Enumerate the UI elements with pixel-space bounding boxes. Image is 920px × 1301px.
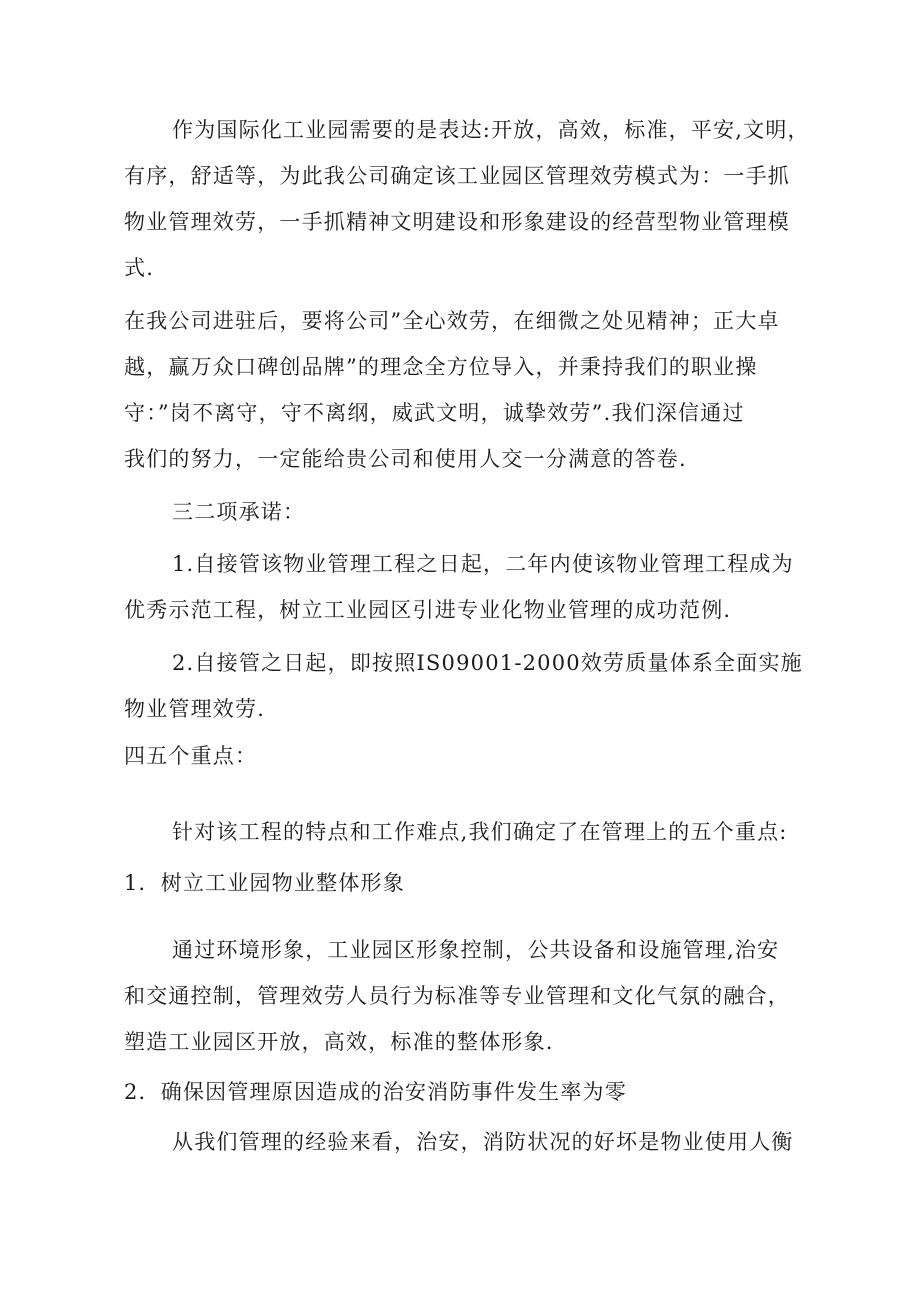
list-item-line: 物业管理效劳. xyxy=(124,697,266,721)
body-text-line: 物业管理效劳，一手抓精神文明建设和形象建设的经营型物业管理模 xyxy=(124,210,790,234)
subheading: 1．树立工业园物业整体形象 xyxy=(124,871,405,895)
section-heading: 三二项承诺： xyxy=(172,500,306,524)
body-text-line: 式. xyxy=(124,256,155,280)
list-item-line: 优秀示范工程，树立工业园区引进专业化物业管理的成功范例. xyxy=(124,598,732,622)
list-item-line: 1.自接管该物业管理工程之日起，二年内使该物业管理工程成为 xyxy=(172,552,794,576)
body-text-line: 和交通控制，管理效劳人员行为标准等专业管理和文化气氛的融合， xyxy=(124,984,790,1008)
body-text-line: 塑造工业园区开放，高效，标准的整体形象. xyxy=(124,1030,554,1054)
body-text-line: 有序，舒适等，为此我公司确定该工业园区管理效劳模式为：一手抓 xyxy=(124,164,790,188)
body-text-line: 针对该工程的特点和工作难点,我们确定了在管理上的五个重点: xyxy=(172,820,788,844)
body-text-line: 在我公司进驻后，要将公司”全心效劳，在细微之处见精神；正大卓 xyxy=(124,309,780,333)
body-text-line: 通过环境形象，工业园区形象控制，公共设备和设施管理,治安 xyxy=(172,938,780,962)
body-text-line: 我们的努力，一定能给贵公司和使用人交一分满意的答卷. xyxy=(124,447,687,471)
body-text-line: 守：”岗不离守，守不离纲，威武文明，诚挚效劳”.我们深信通过 xyxy=(124,401,745,425)
list-item-line: 2.自接管之日起，即按照IS09001-2000效劳质量体系全面实施 xyxy=(172,651,803,675)
section-heading: 四五个重点： xyxy=(124,744,258,768)
body-text-line: 越，赢万众口碑创品牌”的理念全方位导入，并秉持我们的职业操 xyxy=(124,355,758,379)
subheading: 2．确保因管理原因造成的治安消防事件发生率为零 xyxy=(124,1080,627,1104)
body-text-line: 从我们管理的经验来看，治安，消防状况的好坏是物业使用人衡 xyxy=(172,1130,794,1154)
body-text-line: 作为国际化工业园需要的是表达:开放，高效，标准，平安,文明， xyxy=(172,118,810,142)
